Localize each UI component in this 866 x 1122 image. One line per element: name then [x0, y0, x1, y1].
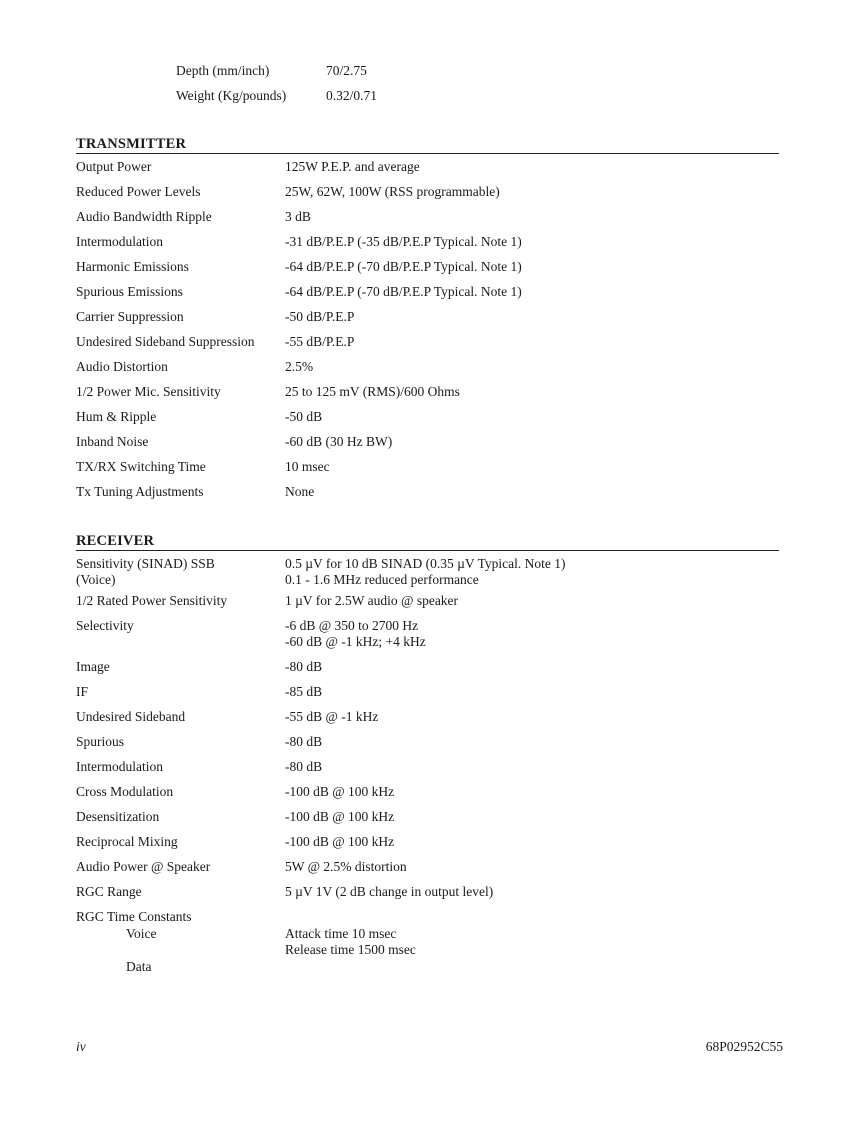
- row-label-line2: (Voice): [76, 572, 116, 587]
- row-label: Harmonic Emissions: [76, 259, 189, 274]
- spec-value: 0.32/0.71: [326, 88, 378, 103]
- row-value: -80 dB: [285, 659, 323, 674]
- row-value: -50 dB/P.E.P: [285, 309, 355, 324]
- row-value: -55 dB/P.E.P: [285, 334, 355, 349]
- row-value: -60 dB (30 Hz BW): [285, 434, 393, 449]
- row-label: Spurious Emissions: [76, 284, 183, 299]
- row-label: Tx Tuning Adjustments: [76, 484, 204, 499]
- row-label: Output Power: [76, 159, 152, 174]
- row-label: Audio Power @ Speaker: [76, 859, 211, 874]
- row-value: -80 dB: [285, 759, 323, 774]
- row-label: Undesired Sideband Suppression: [76, 334, 255, 349]
- row-label: Sensitivity (SINAD) SSB: [76, 556, 215, 571]
- row-label: Voice: [126, 926, 157, 941]
- row-label: Data: [126, 959, 152, 974]
- row-value: -6 dB @ 350 to 2700 Hz: [285, 618, 419, 633]
- spec-value: 70/2.75: [326, 63, 367, 78]
- row-value: -85 dB: [285, 684, 323, 699]
- row-value-line2: -60 dB @ -1 kHz; +4 kHz: [285, 634, 426, 649]
- page-number: iv: [76, 1039, 86, 1054]
- row-label: Image: [76, 659, 110, 674]
- row-value: 25W, 62W, 100W (RSS programmable): [285, 184, 500, 199]
- row-label: Audio Distortion: [76, 359, 168, 374]
- row-value: -100 dB @ 100 kHz: [285, 834, 395, 849]
- row-value: -80 dB: [285, 734, 323, 749]
- row-value: -100 dB @ 100 kHz: [285, 784, 395, 799]
- row-value: 5 µV 1V (2 dB change in output level): [285, 884, 494, 899]
- row-label: Undesired Sideband: [76, 709, 186, 724]
- row-value-line2: 0.1 - 1.6 MHz reduced performance: [285, 572, 479, 587]
- row-label: Audio Bandwidth Ripple: [76, 209, 212, 224]
- row-value: -31 dB/P.E.P (-35 dB/P.E.P Typical. Note 1): [285, 234, 522, 249]
- receiver-heading: RECEIVER: [76, 533, 779, 551]
- row-label: RGC Time Constants: [76, 909, 192, 924]
- document-number: 68P02952C55: [705, 1039, 783, 1054]
- row-value: None: [285, 484, 315, 499]
- row-label: 1/2 Power Mic. Sensitivity: [76, 384, 221, 399]
- row-value: 5W @ 2.5% distortion: [285, 859, 407, 874]
- row-label: Inband Noise: [76, 434, 149, 449]
- row-value: Attack time 10 msec: [285, 926, 397, 941]
- row-label: Cross Modulation: [76, 784, 174, 799]
- spec-label: Depth (mm/inch): [176, 63, 270, 78]
- row-value: 1 µV for 2.5W audio @ speaker: [285, 593, 459, 608]
- row-value: 25 to 125 mV (RMS)/600 Ohms: [285, 384, 460, 399]
- row-label: IF: [76, 684, 89, 699]
- row-value: 125W P.E.P. and average: [285, 159, 420, 174]
- row-value: 3 dB: [285, 209, 311, 224]
- transmitter-heading: TRANSMITTER: [76, 136, 779, 154]
- row-label: 1/2 Rated Power Sensitivity: [76, 593, 228, 608]
- row-label: Spurious: [76, 734, 125, 749]
- row-value: -55 dB @ -1 kHz: [285, 709, 379, 724]
- row-label: Reduced Power Levels: [76, 184, 201, 199]
- row-label: TX/RX Switching Time: [76, 459, 206, 474]
- row-label: Selectivity: [76, 618, 134, 633]
- row-value: -64 dB/P.E.P (-70 dB/P.E.P Typical. Note 1): [285, 259, 522, 274]
- spec-label: Weight (Kg/pounds): [176, 88, 287, 103]
- row-value-line2: Release time 1500 msec: [285, 942, 416, 957]
- row-value: -50 dB: [285, 409, 323, 424]
- row-value: 10 msec: [285, 459, 330, 474]
- row-label: Desensitization: [76, 809, 160, 824]
- row-label: Carrier Suppression: [76, 309, 184, 324]
- row-value: -64 dB/P.E.P (-70 dB/P.E.P Typical. Note 1): [285, 284, 522, 299]
- row-label: Intermodulation: [76, 234, 163, 249]
- row-label: Intermodulation: [76, 759, 163, 774]
- row-value: 0.5 µV for 10 dB SINAD (0.35 µV Typical. Note 1): [285, 556, 566, 571]
- row-value: -100 dB @ 100 kHz: [285, 809, 395, 824]
- row-value: 2.5%: [285, 359, 314, 374]
- row-label: RGC Range: [76, 884, 142, 899]
- row-label: Reciprocal Mixing: [76, 834, 178, 849]
- row-label: Hum & Ripple: [76, 409, 157, 424]
